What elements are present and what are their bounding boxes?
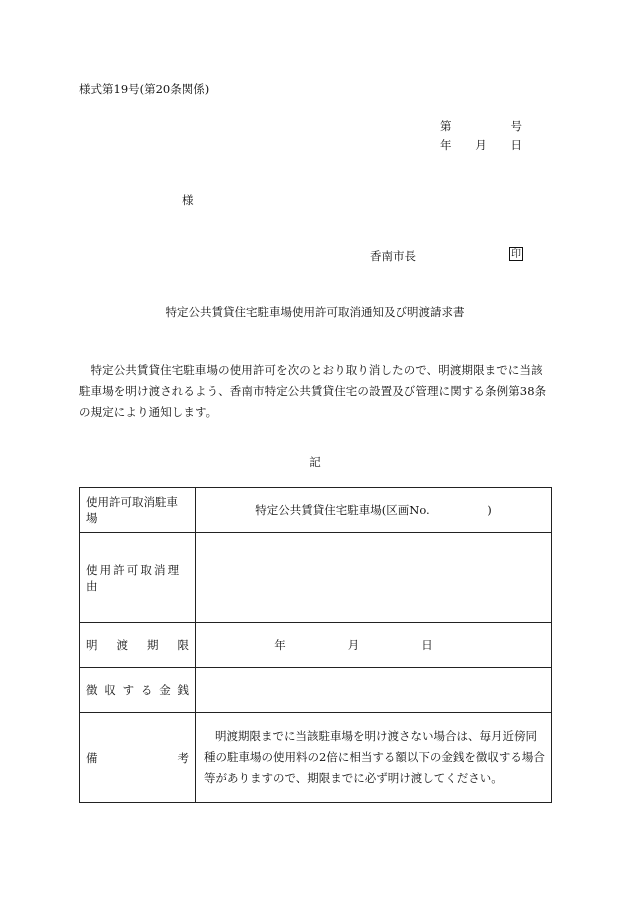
document-title: 特定公共賃貸住宅駐車場使用許可取消通知及び明渡請求書 <box>165 305 465 319</box>
collection-label-text <box>86 682 189 698</box>
deadline-label <box>80 623 196 668</box>
collection-char: 銭 <box>177 683 189 697</box>
form-number-label: 様式第19号(第20条関係) <box>79 82 210 96</box>
number-prefix: 第 <box>440 119 452 133</box>
deadline-date <box>196 637 551 653</box>
reason-value <box>196 533 552 623</box>
notice-body: 特定公共賃貸住宅駐車場の使用許可を次のとおり取り消したので、明渡期限までに当該駐車場を明け渡されるよう、香南市特定公共賃貸住宅の設置及び管理に関する条例第38条の規定により通知します。 <box>79 363 547 419</box>
seal-mark: 印 <box>511 249 521 260</box>
collection-char: す <box>122 683 135 697</box>
deadline-label-text <box>86 637 189 653</box>
addressee-honorific: 様 <box>182 193 194 207</box>
date-year: 年 <box>440 138 452 152</box>
deadline-value <box>196 623 552 668</box>
collection-char: る <box>140 683 153 697</box>
deadline-char: 期 <box>147 638 159 652</box>
reason-label-chars: 使用許可取消理由 <box>86 562 182 593</box>
table-row <box>80 623 552 668</box>
remarks-value: 明渡期限までに当該駐車場を明け渡さない場合は、毎月近傍同種の駐車場の使用料の2倍に相当する額以下の金銭を徴収する場合等がありますので、期限までに必ず明け渡してください。 <box>196 713 552 803</box>
deadline-day: 日 <box>421 638 433 652</box>
reason-label-text <box>86 562 189 594</box>
table-row <box>80 668 552 713</box>
deadline-char: 限 <box>177 638 189 652</box>
reason-label <box>80 533 196 623</box>
date-day: 日 <box>510 138 522 152</box>
document-number-line <box>440 119 522 133</box>
ki-heading: 記 <box>309 455 321 469</box>
remarks-label <box>80 713 196 803</box>
parking-label: 使用許可取消駐車場 <box>80 488 196 533</box>
table-row <box>80 713 552 803</box>
remarks-char: 考 <box>177 750 189 765</box>
deadline-char: 明 <box>86 638 98 652</box>
number-suffix: 号 <box>510 119 522 133</box>
collection-char: 徴 <box>86 683 98 697</box>
table-row <box>80 533 552 623</box>
collection-char: 収 <box>104 683 116 697</box>
collection-label <box>80 668 196 713</box>
deadline-month: 月 <box>347 638 360 652</box>
collection-value <box>196 668 552 713</box>
date-month: 月 <box>475 138 487 152</box>
sender-title: 香南市長 <box>370 249 416 263</box>
remarks-char: 備 <box>86 750 98 765</box>
notice-table <box>79 487 552 803</box>
table-row <box>80 488 552 533</box>
parking-value: 特定公共賃貸住宅駐車場(区画No. ) <box>196 488 552 533</box>
deadline-year: 年 <box>274 638 286 652</box>
collection-char: 金 <box>159 683 171 697</box>
issue-date-line <box>440 138 522 152</box>
remarks-label-text <box>86 750 189 766</box>
deadline-char: 渡 <box>116 638 128 652</box>
